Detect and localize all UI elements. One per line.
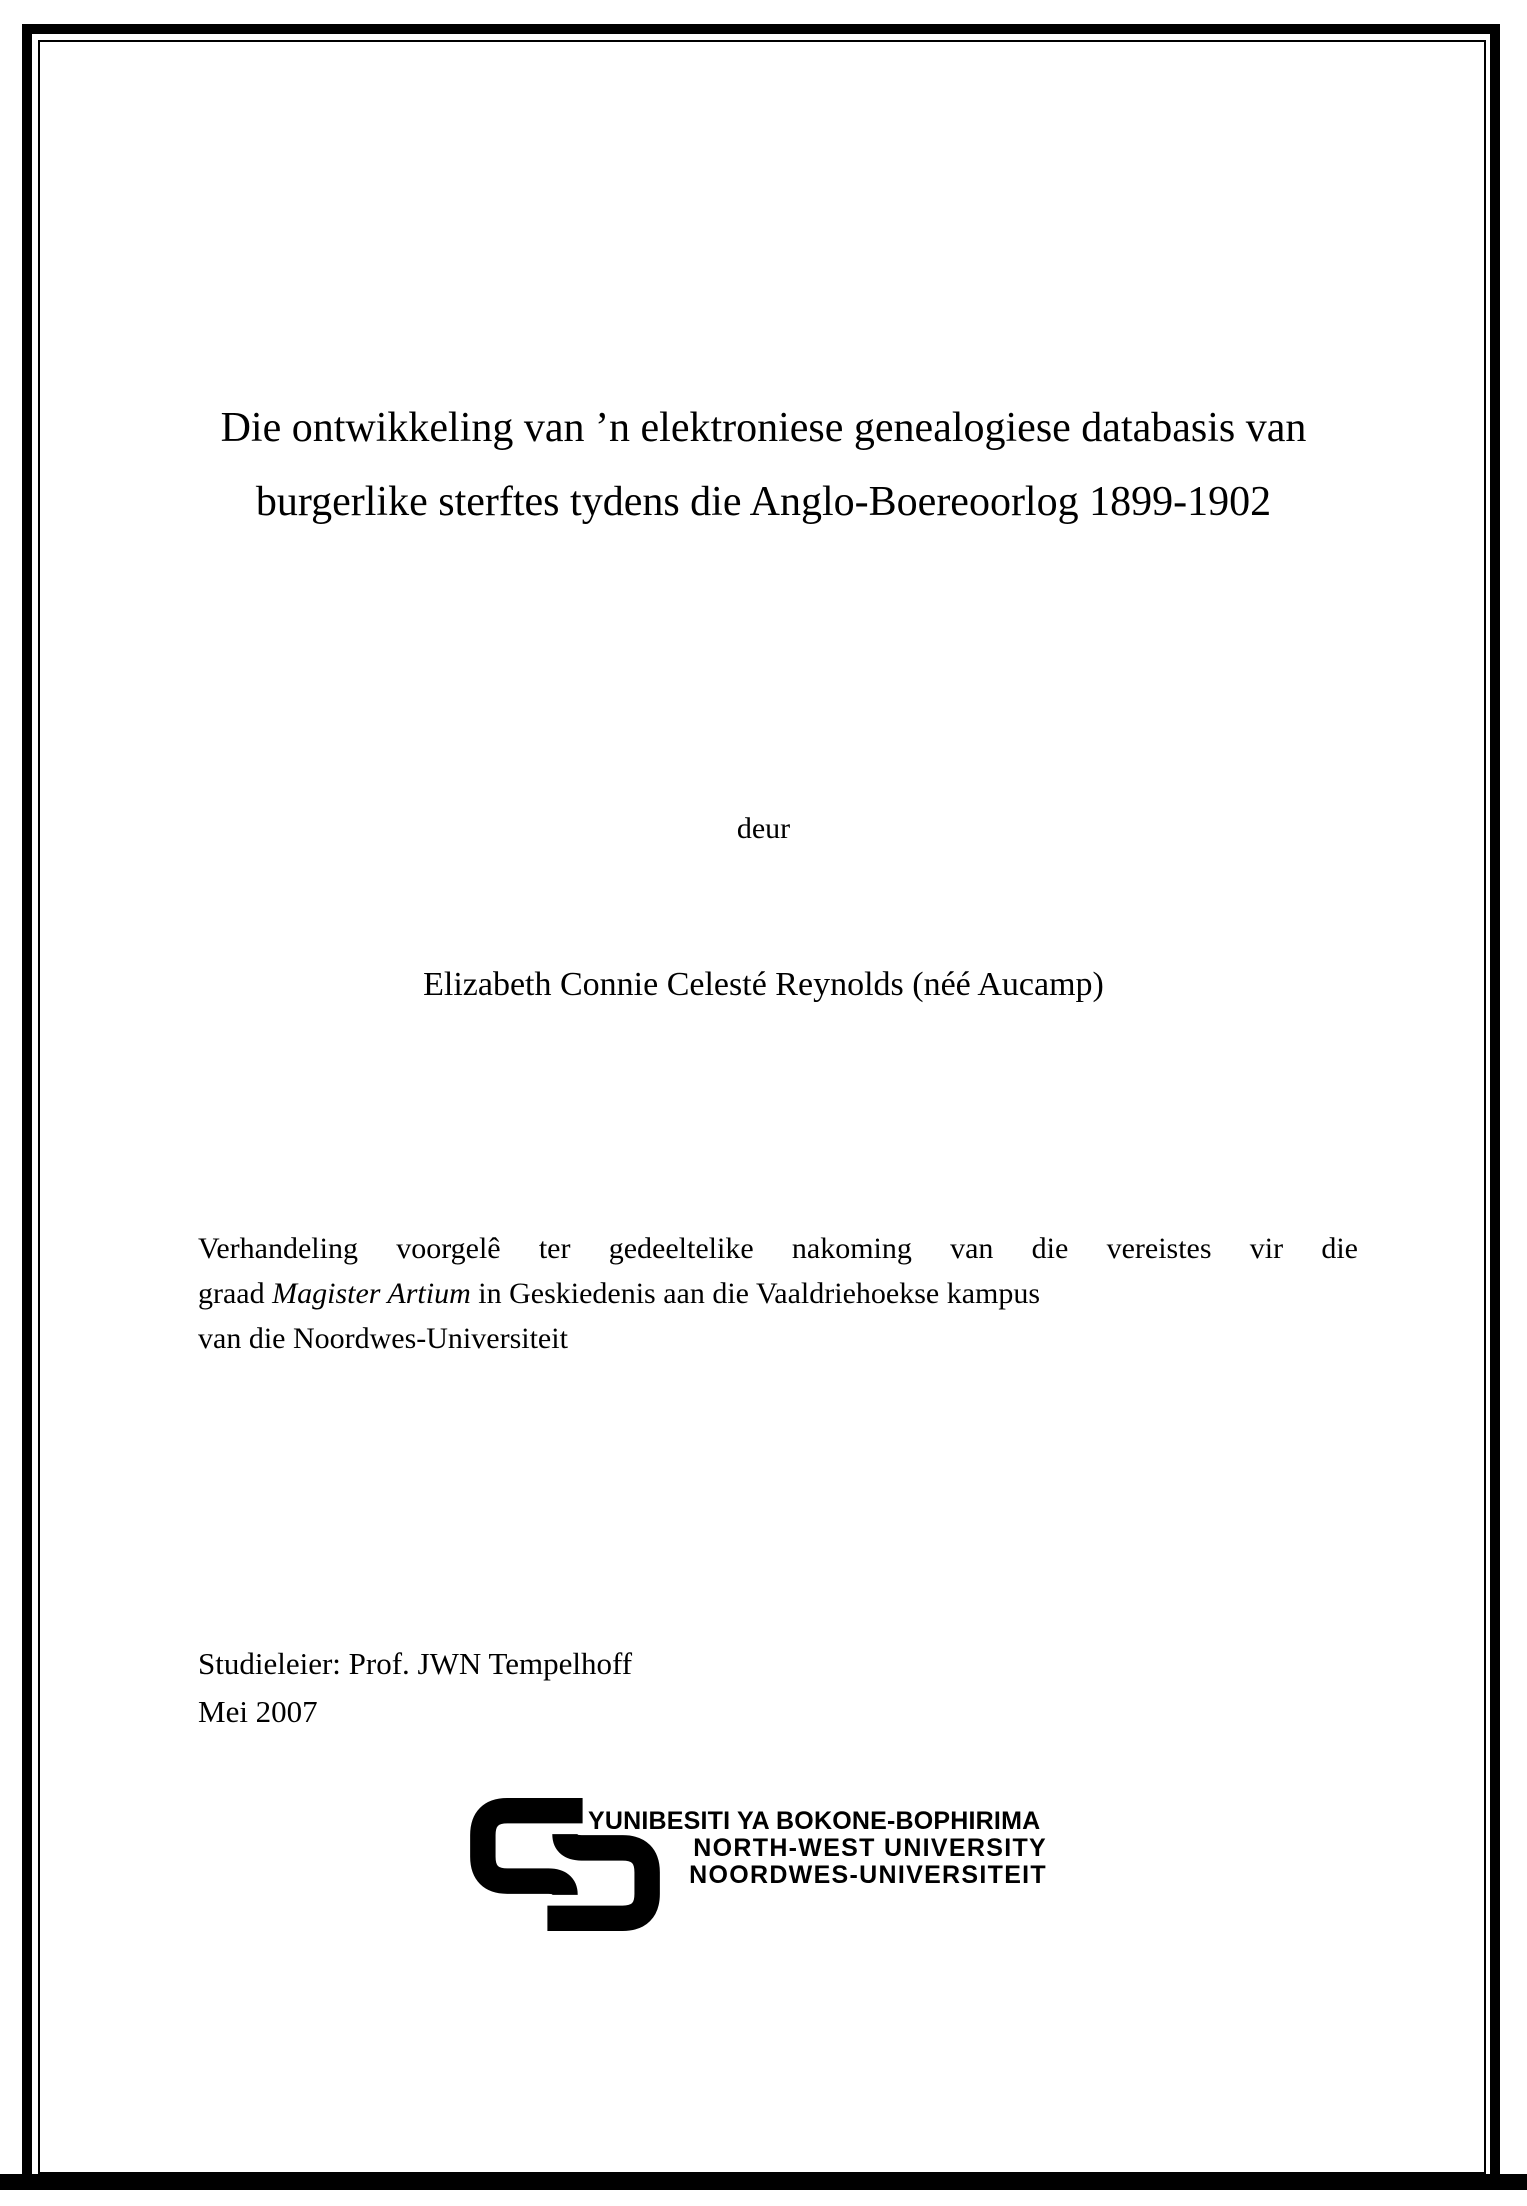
thesis-title-line-2: burgerlike sterftes tydens die Anglo-Boereoorlog 1899-1902 — [255, 479, 1272, 525]
submission-line-2-prefix: graad — [198, 1277, 273, 1310]
degree-name-italic: Magister Artium — [272, 1277, 471, 1310]
submission-line-2-suffix: in Geskiedenis aan die Vaaldriehoekse kampus — [470, 1277, 1041, 1310]
byline-label: deur — [736, 812, 791, 845]
submission-statement — [198, 1226, 1358, 1361]
university-name-english: NORTH-WEST UNIVERSITY — [693, 1834, 1047, 1862]
supervisor-line: Studieleier: Prof. JWN Tempelhoff — [198, 1646, 633, 1681]
university-wordmark — [588, 1808, 1047, 1889]
submission-line-1: Verhandeling voorgelê ter gedeeltelike nakoming van die vereistes vir die — [198, 1232, 1358, 1265]
submission-line-2 — [198, 1271, 1358, 1316]
author-name: Elizabeth Connie Celesté Reynolds (néé Aucamp) — [423, 966, 1104, 1003]
university-name-setswana: YUNIBESITI YA BOKONE-BOPHIRIMA — [588, 1807, 1041, 1835]
thesis-title-line-1: Die ontwikkeling van ’n elektroniese genealogiese databasis van — [220, 405, 1307, 451]
thesis-title — [60, 391, 1467, 539]
university-name-afrikaans: NOORDWES-UNIVERSITEIT — [689, 1861, 1047, 1889]
supervisor-block — [198, 1640, 632, 1736]
submission-line-3: van die Noordwes-Universiteit — [198, 1322, 568, 1355]
scan-artifact-bottom-band — [0, 2174, 1527, 2190]
date-line: Mei 2007 — [198, 1694, 318, 1729]
